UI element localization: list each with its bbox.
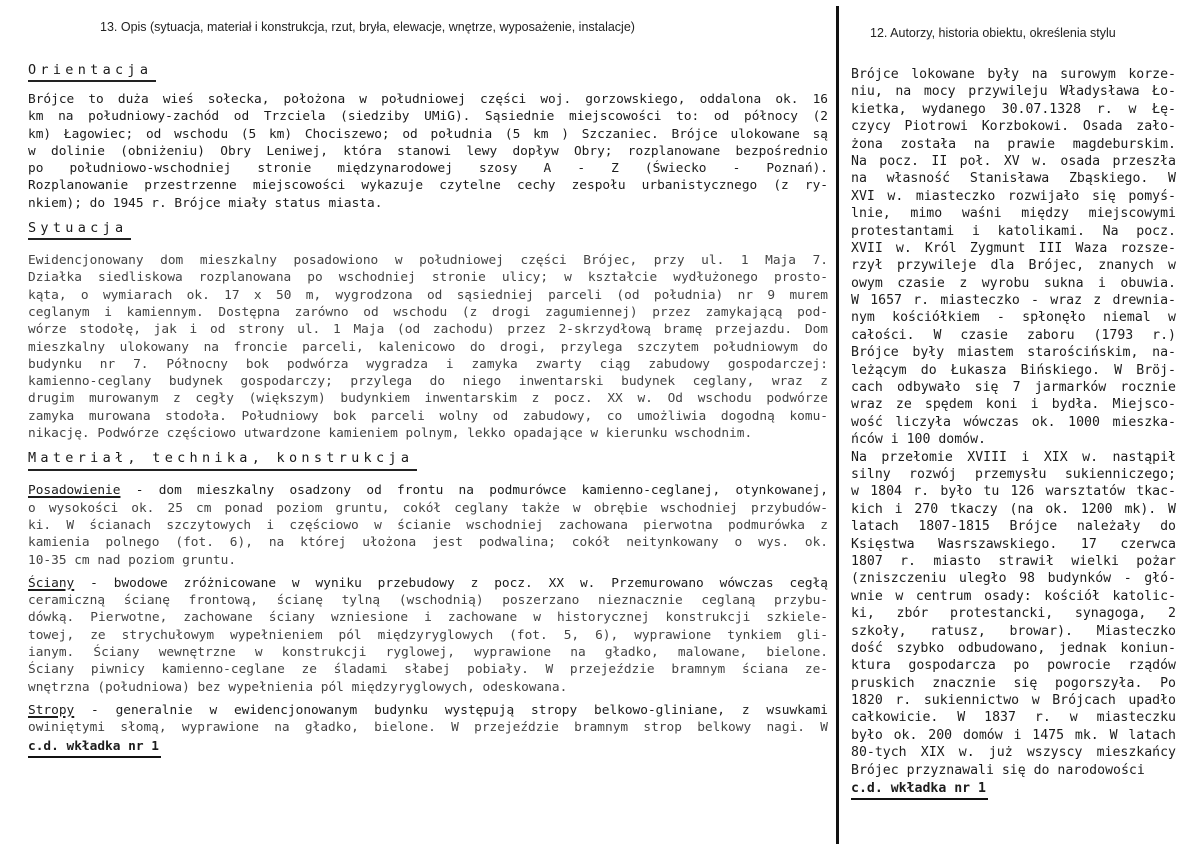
posadowienie-first-line [28, 482, 828, 499]
text-line: ceramiczną ścianę frontową, ścianę tylną (wschodnią) poszerzano nieznacznie ceglaną przybu- [28, 593, 828, 609]
text-line: protestantami i katolikami. Na pocz. [851, 223, 1176, 239]
text-line: budynku nr 7. Północny bok podwórza wygradza i zamyka zwarty ciąg zabudowy gospodarczej: [28, 356, 828, 372]
text-line: latach 1807-1815 Brójce należały do [851, 519, 1176, 535]
sciany-lines [28, 592, 828, 696]
text-line: XVI w. miasteczko rozwijało się pomyś- [851, 188, 1176, 204]
text-line: po południowo-wschodniej stronie międzynarodowej szosy A - Z (Świecko - Poznań). [28, 161, 828, 177]
text-line: kietka, wydanego 30.07.1328 r. w Łę- [851, 101, 1176, 117]
history-column [851, 66, 1176, 800]
text-line: szkoły, ratusz, browar). Miasteczko [851, 623, 1176, 639]
text-line: nym kościółkiem - spłonęło niemal w [851, 310, 1176, 326]
text-line: Brójce lokowane były na surowym korze- [851, 67, 1176, 82]
text-line: Na przełomie XVIII i XIX w. nastąpił [851, 449, 1176, 465]
text-line: nkiem); do 1945 r. Brójce miały status miasta. [28, 195, 383, 211]
section-12-header: 12. Autorzy, historia obiektu, określenia stylu [870, 26, 1116, 40]
text-line: ki. W ścianach szczytowych i częściowo w ścianie wschodniej zachowana pierwotna podmurówka z [28, 517, 828, 533]
text-line: XVII w. Król Zygmunt III Waza rozsze- [851, 240, 1176, 256]
text-line: Brójce to duża wieś sołecka, położona w południowej części woj. gorzowskiego, oddalona ok. 16 [28, 92, 828, 107]
orientacja-paragraph [28, 91, 828, 212]
sytuacja-paragraph [28, 252, 828, 442]
text-line: o wysokości ok. 25 cm ponad poziom gruntu, cokół ceglany także w obrębie wschodniej przybudów- [28, 500, 828, 516]
text-line: silny rozwój przemysłu sukienniczego; [851, 466, 1176, 482]
text-line: dówką. Pierwotne, zachowane ściany wzniesione i zachowane w historycznej konstrukcji szkiele- [28, 610, 828, 626]
posadowienie-paragraph [28, 482, 828, 568]
text-line: czycy Piotrowi Korzbokowi. Osada zało- [851, 119, 1176, 135]
left-continuation-note: c.d. wkładka nr 1 [28, 738, 161, 758]
right-continuation-note: c.d. wkładka nr 1 [851, 780, 988, 800]
description-column [28, 60, 828, 758]
text-line: było ok. 200 domów i 1475 mk. W latach [851, 727, 1176, 743]
text-line: ianym. Ściany wewnętrzne w konstrukcji ryglowej, wyprawione na gładko, malowane, bielone. [28, 645, 828, 661]
orientacja-heading-row [28, 60, 828, 88]
text-line: 1807 r. miasto strawił wielki pożar [851, 553, 1176, 569]
text-line: Na pocz. II poł. XV w. osada przeszła [851, 153, 1176, 169]
text-line: (zniszczeniu uległo 98 budynków - głó- [851, 571, 1176, 587]
sytuacja-heading: Sytuacja [28, 220, 131, 240]
text-line: ktura gospodarcza po powrocie rządów [851, 658, 1176, 674]
text-line: wórze stodołę, jak i od strony ul. 1 Maja (od zachodu) przez 2-skrzydłową bramę przejazdu. Dom [28, 322, 828, 338]
text-line: Rozplanowanie przestrzenne miejscowości wykazuje czytelne cechy zespołu urbanistycznego (z ry- [28, 178, 828, 194]
stropy-paragraph [28, 702, 828, 737]
text-line: ńców i 100 domów. [851, 432, 986, 448]
text-line: km na południowy-zachód od Trzciela (siedziby UMiG). Sąsiednie miejscowości to: od północy (2 [28, 109, 828, 125]
text-line: kamienia polnego (fot. 6), na której ułożona jest podwalina; cokół neitynkowany o wys. ok. [28, 535, 828, 551]
text-line: na własność Stanisława Zbąskiego. W [851, 171, 1176, 187]
text-line: towej, ze strychułowym wypełnieniem pól międzyryglowych (fot. 5, 6), wyprawione tynkiem gli- [28, 627, 828, 643]
text-line: ceglanym i kamiennym. Dostępna zarówno od wschodu (z drogi zagumiennej) przez zamykającą pod- [28, 304, 828, 320]
text-line: Brójec przyznawali się do narodowości [851, 762, 1145, 778]
column-divider [836, 6, 839, 844]
text-line: lnie, mimo waśni między miejscowymi [851, 206, 1176, 222]
sciany-term: Ściany [28, 575, 75, 591]
text-line: Księstwa Wasrszawskiego. 17 czerwca [851, 536, 1176, 552]
text-line: km) Łagowiec; od wschodu (5 km) Chociszewo; od południa (5 km ) Szczaniec. Brójce ulokowane są [28, 126, 828, 142]
text-line: całkowicie. W 1837 r. w miasteczku [851, 710, 1176, 726]
text-line: całości. W czasie zaboru (1793 r.) [851, 327, 1176, 343]
text-line: Ściany piwnicy kamienno-ceglane ze śladami słabej pobiały. W przejeździe bramnym ściana ze- [28, 662, 828, 678]
text-line: mieszkalny ulokowany na froncie parceli, kalenicowo do drogi, przylega szczytem południowym do [28, 339, 828, 355]
text-line: wraz ze spędem koni i bydła. Miejsco- [851, 397, 1176, 413]
text-line: wnie w centrum osady: kościół katolic- [851, 588, 1176, 604]
stropy-lines [28, 719, 828, 736]
text-line: pruskich znacznie się pogorszyła. Po [851, 675, 1176, 691]
text-line: Brójce były miastem starościńskim, na- [851, 345, 1176, 361]
text-line: 10-35 cm nad poziom gruntu. [28, 552, 237, 568]
text-line: wnętrzna (południowa) bez wypełnienia pól międzyryglowych, odeskowana. [28, 679, 568, 695]
sciany-paragraph [28, 575, 828, 696]
text-line: cach odbywało się 7 jarmarków rocznie [851, 380, 1176, 396]
text-line: zamyka murowana stodoła. Południowy bok parceli wolny od zabudowy, co umożliwia dogodną komu- [28, 408, 828, 424]
sytuacja-heading-row [28, 218, 828, 246]
material-heading-row [28, 448, 828, 476]
text-line: 80-tych XIX w. już wszyscy mieszkańcy [851, 745, 1176, 761]
stropy-first-line [28, 702, 828, 719]
sciany-first-line [28, 575, 828, 592]
text-line: żona została na prawie magdeburskim. [851, 136, 1176, 152]
section-13-header: 13. Opis (sytuacja, materiał i konstrukcja, rzut, bryła, elewacje, wnętrze, wyposażenie, instalacje) [100, 20, 635, 34]
text-line: Działka siedliskowa rozplanowana po wschodniej stronie ulicy; w kształcie wydłużonego prosto- [28, 270, 828, 286]
stropy-term: Stropy [28, 702, 75, 718]
history-paragraph [851, 66, 1176, 779]
text-line: Ewidencjonowany dom mieszkalny posadowiono w południowej części Brójec, przy ul. 1 Maja 7. [28, 253, 828, 269]
text-line: wość liczyła wówczas ok. 1000 mieszka- [851, 414, 1176, 430]
orientacja-heading: Orientacja [28, 62, 156, 82]
text-line: drugim murowanym z cegły (większym) budynkiem inwentarskim z pocz. XX w. Od wschodu podwórze [28, 391, 828, 407]
posadowienie-first-text: - dom mieszkalny osadzony od frontu na podmurówce kamienno-ceglanej, otynkowanej, [120, 483, 828, 499]
text-line: W 1657 r. miasteczko - wraz z drewnia- [851, 293, 1176, 309]
posadowienie-lines [28, 500, 828, 569]
text-line: w 1804 r. było tu 126 warsztatów tkac- [851, 484, 1176, 500]
text-line: kich i 270 tkaczy (na ok. 1200 mk). W [851, 501, 1176, 517]
text-line: rzył przywileje dla Brójec, znanych w [851, 258, 1176, 274]
text-line: dość szybko odbudowano, jednak koniun- [851, 640, 1176, 656]
text-line: kąta, o wymiarach ok. 17 x 50 m, wygrodzona od sąsiedniej parceli (od południa) nr 9 murem [28, 287, 828, 303]
material-heading: Materiał, technika, konstrukcja [28, 450, 417, 470]
text-line: niu, na mocy przywileju Władysława Ło- [851, 84, 1176, 100]
text-line: leżącym do Łukasza Bińskiego. W Bröj- [851, 362, 1176, 378]
text-line: ki, zbór protestancki, synagoga, 2 [851, 606, 1176, 622]
text-line: 1820 r. sukiennictwo w Brójcach upadło [851, 693, 1176, 709]
text-line: kamienno-ceglany budynek gospodarczy; przylega do niego inwentarski budynek ceglany, wraz z [28, 374, 828, 390]
sciany-first-text: - bwodowe zróżnicowane w wyniku przebudowy z pocz. XX w. Przemurowano wówczas cegłą [74, 575, 828, 591]
text-line: nikację. Podwórze częściowo utwardzone kamieniem polnym, lekko opadające w kierunku wschodnim. [28, 426, 753, 442]
text-line: owym czasie z wyrobu sukna i obuwia. [851, 275, 1176, 291]
posadowienie-term: Posadowienie [28, 483, 121, 499]
stropy-first-text: - generalnie w ewidencjonowanym budynku występują stropy belkowo-gliniane, z wsuwkami [74, 702, 828, 718]
text-line: w dolinie (obniżeniu) Obry Leniwej, która stanowi lewy dopływ Obry; rozplanowane bezpośrednio [28, 143, 828, 159]
text-line: owiniętymi słomą, wyprawione na gładko, bielone. W przejeździe bramnym strop belkowy nagi. W [28, 720, 828, 736]
